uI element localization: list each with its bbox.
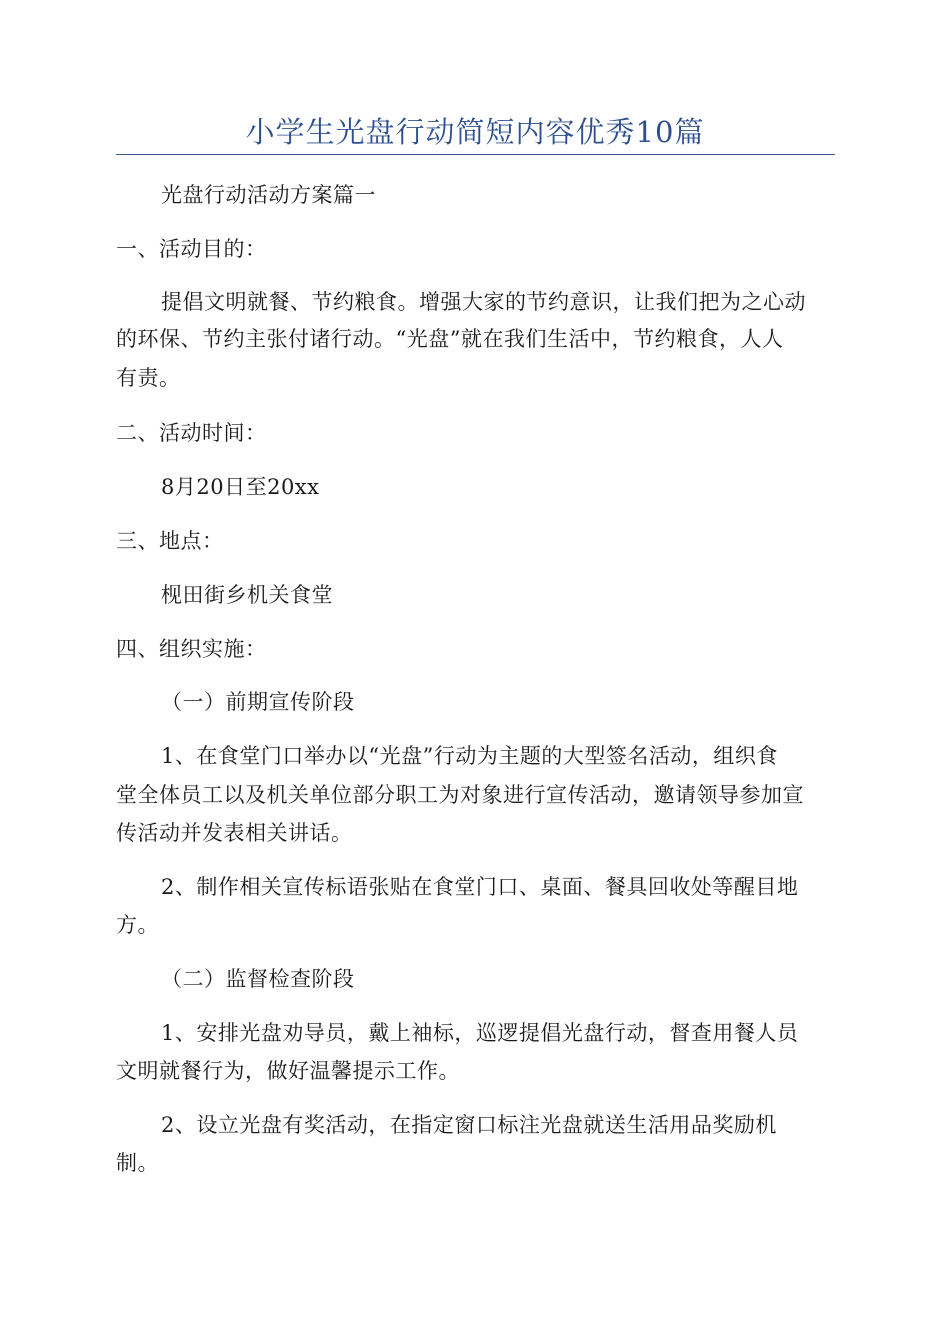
heading-purpose: 一、活动目的： [116, 237, 267, 261]
paragraph-line: 制。 [116, 1151, 159, 1175]
section-heading: 光盘行动活动方案篇一 [161, 183, 376, 207]
paragraph-line: 文明就餐行为，做好温馨提示工作。 [116, 1059, 460, 1083]
paragraph-line: 传活动并发表相关讲话。 [116, 821, 353, 845]
paragraph-line: 方。 [116, 913, 159, 937]
paragraph-line: 2、设立光盘有奖活动，在指定窗口标注光盘就送生活用品奖励机 [161, 1113, 777, 1137]
paragraph-line: 8月20日至20xx [161, 475, 320, 499]
paragraph-line: 提倡文明就餐、节约粮食。增强大家的节约意识，让我们把为之心动 [161, 290, 806, 314]
paragraph-line: 堂全体员工以及机关单位部分职工为对象进行宣传活动，邀请领导参加宣 [116, 783, 804, 807]
paragraph-line: 有责。 [116, 366, 181, 390]
paragraph-line: 枧田街乡机关食堂 [161, 583, 333, 607]
heading-time: 二、活动时间： [116, 421, 267, 445]
paragraph-line: 2、制作相关宣传标语张贴在食堂门口、桌面、餐具回收处等醒目地 [161, 875, 799, 899]
paragraph-line: 1、在食堂门口举办以“光盘”行动为主题的大型签名活动，组织食 [161, 744, 778, 768]
subheading-supervision: （二）监督检查阶段 [161, 967, 355, 991]
heading-implementation: 四、组织实施： [116, 637, 267, 661]
document-title: 小学生光盘行动简短内容优秀10篇 [245, 115, 705, 149]
paragraph-line: 1、安排光盘劝导员，戴上袖标，巡逻提倡光盘行动，督查用餐人员 [161, 1021, 799, 1045]
title-underline [116, 154, 835, 155]
heading-location: 三、地点： [116, 529, 224, 553]
paragraph-line: 的环保、节约主张付诸行动。“光盘”就在我们生活中，节约粮食，人人 [116, 327, 784, 351]
subheading-publicity: （一）前期宣传阶段 [161, 690, 355, 714]
